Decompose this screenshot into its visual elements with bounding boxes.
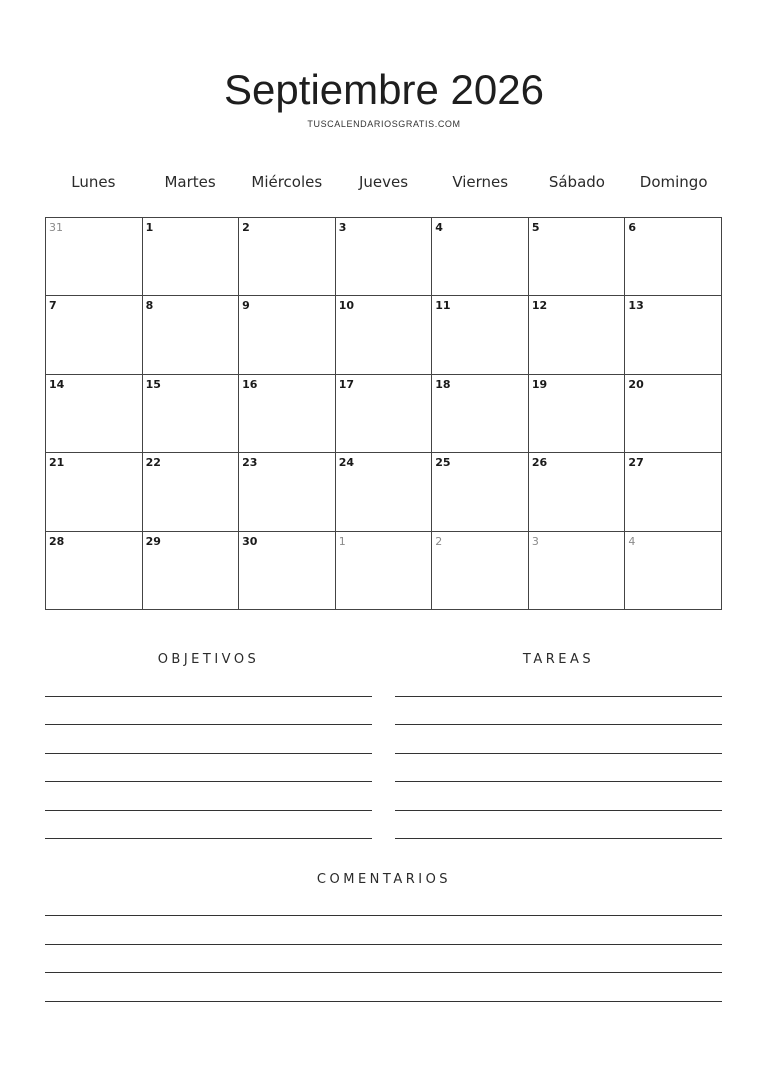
day-cell	[239, 532, 336, 610]
day-number: 17	[338, 377, 355, 391]
day-number: 19	[531, 377, 548, 391]
day-cell	[529, 375, 626, 453]
day-number: 6	[628, 221, 637, 234]
day-number: 10	[338, 299, 355, 313]
writing-line	[45, 753, 372, 754]
writing-line	[45, 696, 372, 697]
day-number: 21	[49, 456, 65, 470]
writing-line	[395, 753, 722, 754]
day-number: 23	[242, 456, 258, 470]
writing-line	[395, 781, 722, 782]
day-cell	[336, 453, 433, 531]
day-number: 2	[242, 221, 250, 234]
day-number: 2	[435, 534, 443, 548]
writing-line	[395, 838, 722, 839]
day-number: 3	[338, 221, 347, 234]
day-cell	[46, 453, 143, 531]
day-number: 4	[628, 534, 636, 548]
day-number: 30	[242, 534, 258, 548]
day-number: 14	[49, 377, 65, 391]
day-cell	[239, 375, 336, 453]
weekday-label: Sábado	[548, 173, 605, 191]
day-cell	[46, 296, 143, 374]
day-cell	[625, 218, 722, 296]
day-cell	[239, 296, 336, 374]
day-cell	[46, 375, 143, 453]
website-label: TUSCALENDARIOSGRATIS.COM	[307, 119, 461, 129]
writing-line	[45, 810, 372, 811]
day-cell	[529, 453, 626, 531]
day-cell	[336, 375, 433, 453]
day-cell	[625, 296, 722, 374]
day-cell	[46, 532, 143, 610]
day-number: 5	[531, 221, 540, 234]
day-cell	[529, 218, 626, 296]
writing-line	[45, 972, 722, 973]
day-cell	[529, 532, 626, 610]
tareas-heading: TAREAS	[522, 652, 595, 667]
day-number: 3	[531, 534, 539, 548]
day-cell	[336, 218, 433, 296]
day-number: 1	[145, 221, 154, 234]
calendar-grid	[45, 217, 722, 610]
day-number: 1	[338, 534, 346, 548]
weekday-label: Domingo	[639, 173, 708, 191]
day-number: 26	[531, 456, 548, 470]
day-number: 28	[49, 534, 65, 548]
day-number: 20	[628, 377, 644, 391]
day-number: 25	[435, 456, 451, 470]
day-cell	[432, 218, 529, 296]
day-cell	[625, 453, 722, 531]
day-cell	[432, 375, 529, 453]
day-cell	[143, 375, 240, 453]
writing-line	[45, 944, 722, 945]
day-number: 24	[338, 456, 355, 470]
weekday-label: Lunes	[71, 173, 116, 191]
writing-line	[45, 915, 722, 916]
day-cell	[143, 532, 240, 610]
weekday-label: Jueves	[358, 173, 409, 191]
day-number: 4	[435, 221, 443, 234]
day-cell	[46, 218, 143, 296]
day-number: 16	[242, 377, 258, 391]
day-number: 13	[628, 299, 644, 313]
day-number: 18	[435, 377, 451, 391]
weekday-header	[45, 172, 722, 192]
writing-line	[45, 838, 372, 839]
day-cell	[432, 532, 529, 610]
day-number: 27	[628, 456, 644, 470]
day-number: 11	[435, 299, 451, 313]
weekday-label: Viernes	[452, 173, 509, 191]
weekday-label: Martes	[164, 173, 216, 191]
day-cell	[529, 296, 626, 374]
day-cell	[625, 532, 722, 610]
day-number: 31	[49, 221, 63, 234]
day-number: 22	[145, 456, 161, 470]
day-cell	[239, 218, 336, 296]
writing-line	[45, 1001, 722, 1002]
writing-line	[395, 696, 722, 697]
writing-line	[395, 724, 722, 725]
weekday-label: Miércoles	[251, 173, 323, 191]
day-number: 8	[145, 299, 154, 313]
day-cell	[336, 296, 433, 374]
day-cell	[239, 453, 336, 531]
day-cell	[432, 453, 529, 531]
writing-line	[395, 810, 722, 811]
day-cell	[143, 453, 240, 531]
objetivos-heading: OBJETIVOS	[157, 652, 260, 667]
day-cell	[143, 218, 240, 296]
day-number: 12	[531, 299, 548, 313]
day-cell	[143, 296, 240, 374]
comentarios-heading: COMENTARIOS	[316, 872, 452, 887]
day-cell	[336, 532, 433, 610]
day-number: 15	[145, 377, 161, 391]
day-cell	[625, 375, 722, 453]
day-number: 7	[49, 299, 57, 313]
day-number: 29	[145, 534, 161, 548]
day-number: 9	[242, 299, 250, 313]
writing-line	[45, 724, 372, 725]
day-cell	[432, 296, 529, 374]
writing-line	[45, 781, 372, 782]
page-title: Septiembre 2026	[224, 66, 544, 113]
